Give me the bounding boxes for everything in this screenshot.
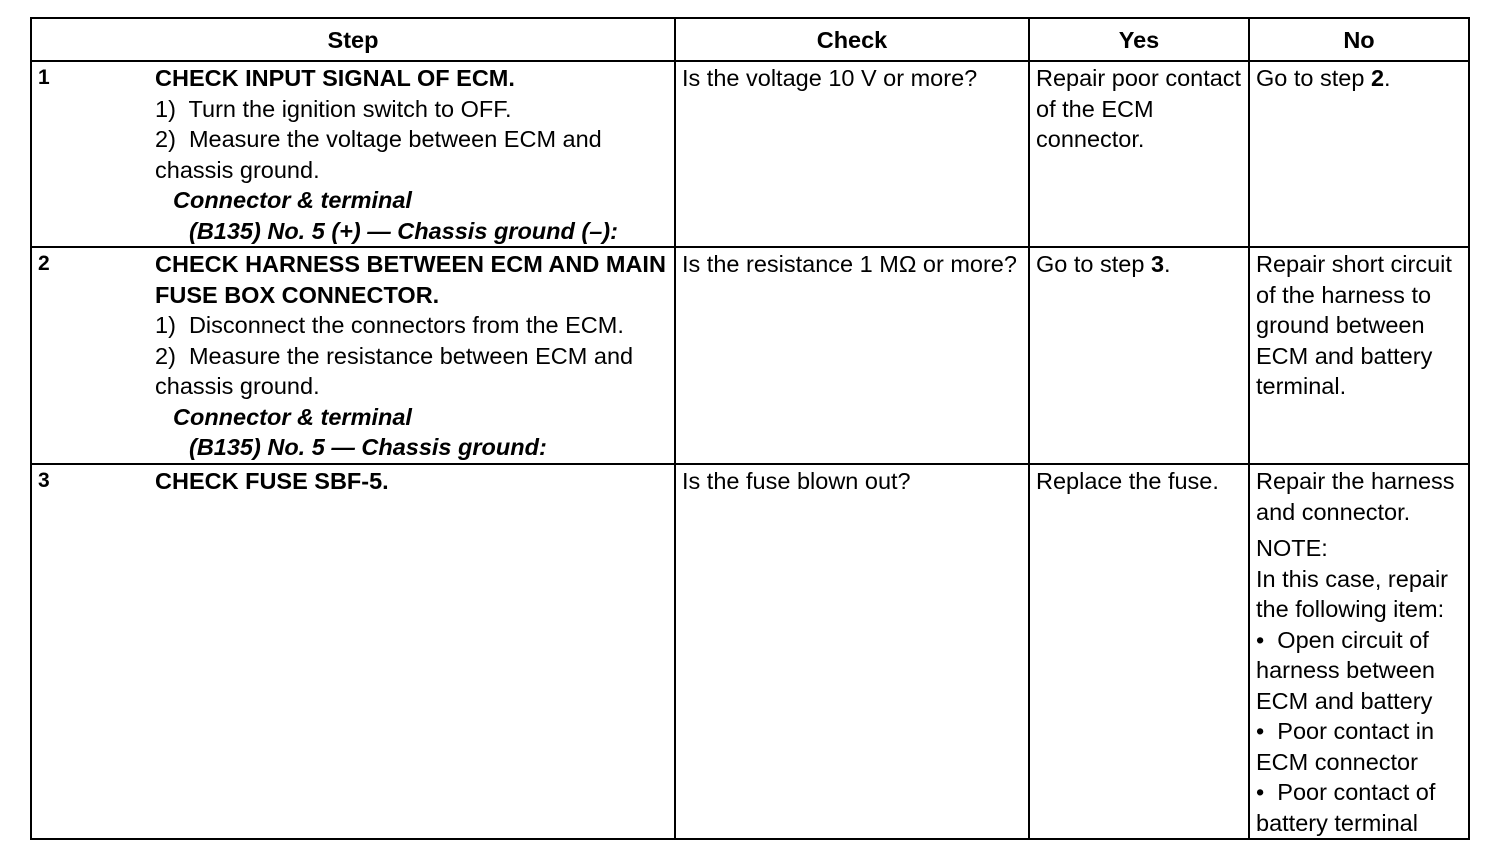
- step-instruction: 1) Turn the ignition switch to OFF.: [155, 95, 512, 122]
- diagnostic-table: [30, 17, 1470, 840]
- no-text: Repair the harness and connector.: [1256, 468, 1455, 525]
- yes-suffix: .: [1164, 251, 1171, 277]
- step-cell: [31, 247, 675, 464]
- yes-cell: [1029, 247, 1249, 464]
- header-row: [31, 18, 1469, 61]
- check-cell: Is the fuse blown out?: [675, 464, 1029, 839]
- step-number: 2: [38, 252, 50, 275]
- note-item: • Poor contact of battery terminal: [1256, 779, 1442, 836]
- check-cell: Is the voltage 10 V or more?: [675, 61, 1029, 247]
- no-cell: [1249, 464, 1469, 839]
- connector-terminals: (B135) No. 5 (+) — Chassis ground (–):: [189, 217, 618, 244]
- connector-label: Connector & terminal: [173, 187, 412, 213]
- header-no: No: [1249, 18, 1469, 61]
- step-instruction: 2) Measure the voltage between ECM and chassis ground.: [155, 126, 609, 183]
- no-suffix: .: [1384, 65, 1391, 91]
- check-cell: Is the resistance 1 MΩ or more?: [675, 247, 1029, 464]
- step-title: CHECK INPUT SIGNAL OF ECM.: [155, 65, 515, 91]
- table-row: [31, 61, 1469, 247]
- connector-label: Connector & terminal: [173, 403, 412, 430]
- no-prefix: Go to step: [1256, 65, 1371, 91]
- no-step-link: 2: [1370, 65, 1385, 91]
- no-cell: [1249, 61, 1469, 247]
- no-cell: Repair short circuit of the harness to ground between ECM and battery terminal.: [1249, 247, 1469, 464]
- yes-step-link: 3: [1150, 251, 1165, 277]
- step-cell: [31, 464, 675, 839]
- table-row: [31, 247, 1469, 464]
- step-cell: [31, 61, 675, 247]
- note-intro: In this case, repair the following item:: [1256, 565, 1449, 622]
- header-yes: Yes: [1029, 18, 1249, 61]
- step-number: 1: [38, 66, 50, 89]
- table-row: [31, 464, 1469, 839]
- connector-terminals: (B135) No. 5 — Chassis ground:: [189, 434, 547, 460]
- step-title: CHECK FUSE SBF-5.: [155, 468, 389, 494]
- note-item: • Poor contact in ECM connector: [1256, 718, 1441, 775]
- note-label: NOTE:: [1256, 535, 1328, 561]
- step-instruction: 1) Disconnect the connectors from the ECM.: [155, 312, 624, 338]
- step-instruction: 2) Measure the resistance between ECM and chassis ground.: [155, 342, 640, 399]
- header-check: Check: [675, 18, 1029, 61]
- yes-cell: Replace the fuse.: [1029, 464, 1249, 839]
- yes-cell: Repair poor contact of the ECM connector.: [1029, 61, 1249, 247]
- header-step: Step: [31, 18, 675, 61]
- step-number: 3: [38, 469, 50, 492]
- note-item: • Open circuit of harness between ECM and battery: [1256, 626, 1442, 714]
- yes-prefix: Go to step: [1036, 251, 1151, 277]
- step-title: CHECK HARNESS BETWEEN ECM AND MAIN FUSE BOX CONNECTOR.: [155, 251, 666, 308]
